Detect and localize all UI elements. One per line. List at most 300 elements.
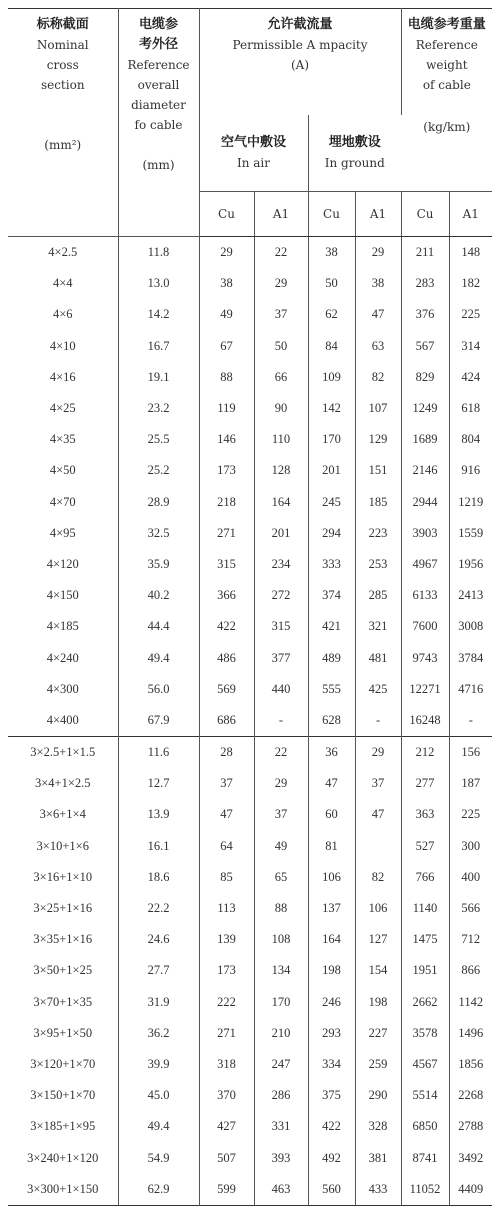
cell-diameter: 39.9 [118, 1049, 199, 1080]
cell-ground-al: 154 [355, 955, 401, 986]
header-in-air-cn: 空气中敷设 [220, 135, 286, 150]
cell-section: 3×120+1×70 [8, 1049, 118, 1080]
cell-air-al: 22 [254, 737, 308, 769]
cell-diameter: 11.8 [118, 237, 199, 269]
cell-ground-al: 381 [355, 1142, 401, 1173]
cell-air-cu: 119 [199, 393, 254, 424]
cell-ground-al: 29 [355, 237, 401, 269]
cell-section: 4×4 [8, 268, 118, 299]
cell-ground-cu: 555 [308, 674, 355, 705]
cell-diameter: 25.2 [118, 455, 199, 486]
cell-weight-al: 2413 [458, 588, 484, 603]
cell-weight-al: 424 [461, 369, 481, 384]
header-ampacity-unit: (A) [291, 58, 310, 72]
cell-air-al: 29 [254, 768, 308, 799]
cell-ground-al: 37 [355, 768, 401, 799]
cell-weight-cu: 3903 [401, 518, 449, 549]
header-diameter-en-4: fo cable [134, 118, 183, 132]
cell-air-al: 315 [254, 611, 308, 642]
cell-diameter: 35.9 [118, 549, 199, 580]
cell-air-cu: 599 [199, 1174, 254, 1206]
cell-section: 3×50+1×25 [8, 955, 118, 986]
cell-ground-al: 425 [355, 674, 401, 705]
cell-weight-al: 566 [461, 901, 481, 916]
cell-ground-cu: 84 [308, 331, 355, 362]
cell-ground-al: 253 [355, 549, 401, 580]
cell-weight-al: 182 [461, 276, 481, 291]
cell-air-al: 37 [254, 799, 308, 830]
cell-section: 3×240+1×120 [8, 1142, 118, 1173]
cell-ground-cu: 374 [308, 580, 355, 611]
cell-air-cu: 569 [199, 674, 254, 705]
table-header [8, 9, 492, 237]
table-row [8, 299, 492, 330]
cell-weight-cu: 4967 [401, 549, 449, 580]
cell-air-al: 377 [254, 642, 308, 673]
cell-section: 3×16+1×10 [8, 862, 118, 893]
cell-ground-cu: 489 [308, 642, 355, 673]
cell-air-cu: 67 [199, 331, 254, 362]
cell-weight-cu: 277 [401, 768, 449, 799]
table-row [8, 1142, 492, 1173]
cell-air-cu: 173 [199, 955, 254, 986]
cell-air-al: 88 [254, 893, 308, 924]
table-row [8, 362, 492, 393]
header-weight-en-2: weight [426, 58, 468, 72]
cell-weight-cu: 2662 [401, 987, 449, 1018]
cell-weight-al: 618 [461, 401, 481, 416]
cell-air-cu: 28 [199, 737, 254, 769]
cell-weight-al: 804 [461, 432, 481, 447]
cell-diameter: 18.6 [118, 862, 199, 893]
cell-air-al: 37 [254, 299, 308, 330]
cell-weight-cu: 766 [401, 862, 449, 893]
cell-weight-al: 1496 [458, 1025, 484, 1040]
cell-air-al: 66 [254, 362, 308, 393]
cell-weight-cu: 1689 [401, 424, 449, 455]
cell-diameter: 32.5 [118, 518, 199, 549]
cell-weight-al: 148 [461, 245, 481, 260]
header-section-en-1: Nominal [36, 38, 89, 52]
cell-section: 3×25+1×16 [8, 893, 118, 924]
cell-ground-cu: 106 [308, 862, 355, 893]
cell-weight-al: 712 [461, 932, 481, 947]
cell-air-cu: 47 [199, 799, 254, 830]
header-section-en-3: section [40, 78, 85, 92]
table-row [8, 831, 492, 862]
cell-ground-al: 151 [355, 455, 401, 486]
header-diameter-en-3: diameter [131, 98, 186, 112]
cell-diameter: 62.9 [118, 1174, 199, 1206]
cell-diameter: 49.4 [118, 642, 199, 673]
header-ground-cu: Cu [308, 192, 355, 237]
cell-ground-cu: 293 [308, 1018, 355, 1049]
cell-diameter: 27.7 [118, 955, 199, 986]
cell-weight-cu: 4567 [401, 1049, 449, 1080]
cell-weight-cu: 6133 [401, 580, 449, 611]
cell-air-al: 50 [254, 331, 308, 362]
cell-ground-cu: 38 [308, 237, 355, 269]
header-weight-cn: 电缆参考重量 [407, 17, 486, 32]
cell-weight-al: 187 [461, 776, 481, 791]
cell-ground-cu: 142 [308, 393, 355, 424]
cell-air-al: 247 [254, 1049, 308, 1080]
cell-weight-cu: 212 [401, 737, 449, 769]
cell-section: 4×35 [8, 424, 118, 455]
cell-air-al: 134 [254, 955, 308, 986]
cell-diameter: 40.2 [118, 580, 199, 611]
cell-ground-al: 185 [355, 487, 401, 518]
table-row [8, 674, 492, 705]
cell-diameter: 14.2 [118, 299, 199, 330]
cell-section: 3×300+1×150 [8, 1174, 118, 1206]
table-row [8, 737, 492, 769]
cell-ground-cu: 36 [308, 737, 355, 769]
cell-ground-al: 63 [355, 331, 401, 362]
cell-air-cu: 318 [199, 1049, 254, 1080]
cell-section: 4×300 [8, 674, 118, 705]
cell-air-cu: 427 [199, 1111, 254, 1142]
cell-ground-cu: 421 [308, 611, 355, 642]
cell-air-cu: 64 [199, 831, 254, 862]
cell-ground-cu: 245 [308, 487, 355, 518]
table-row [8, 487, 492, 518]
header-in-ground [308, 115, 401, 192]
cell-section: 3×10+1×6 [8, 831, 118, 862]
cell-air-al: 49 [254, 831, 308, 862]
cell-air-cu: 29 [199, 237, 254, 269]
cell-ground-cu: 294 [308, 518, 355, 549]
cell-diameter: 67.9 [118, 705, 199, 737]
cell-diameter: 11.6 [118, 737, 199, 769]
cell-air-cu: 49 [199, 299, 254, 330]
cell-section: 4×2.5 [8, 237, 118, 269]
cell-weight-al: 4716 [458, 681, 484, 696]
table-body-four-core [8, 237, 492, 737]
header-ground-al: A1 [355, 192, 401, 237]
cell-weight-cu: 1140 [401, 893, 449, 924]
cell-ground-cu: 62 [308, 299, 355, 330]
cell-diameter: 22.2 [118, 893, 199, 924]
cell-section: 3×95+1×50 [8, 1018, 118, 1049]
cell-air-al: 22 [254, 237, 308, 269]
cell-air-al: 210 [254, 1018, 308, 1049]
cell-air-cu: 222 [199, 987, 254, 1018]
cell-ground-al: 285 [355, 580, 401, 611]
cell-diameter: 16.1 [118, 831, 199, 862]
cell-weight-al: 300 [461, 838, 481, 853]
cell-air-al: 272 [254, 580, 308, 611]
cell-weight-cu: 527 [401, 831, 449, 862]
cell-ground-al: 129 [355, 424, 401, 455]
cable-spec-table-container [8, 8, 492, 1206]
table-row [8, 799, 492, 830]
cell-section: 4×150 [8, 580, 118, 611]
cable-spec-table [8, 8, 492, 1206]
cell-weight-cu: 2146 [401, 455, 449, 486]
cell-ground-cu: 375 [308, 1080, 355, 1111]
cell-ground-cu: 137 [308, 893, 355, 924]
cell-air-al: 286 [254, 1080, 308, 1111]
table-row [8, 1111, 492, 1142]
header-ampacity-cn: 允许截流量 [267, 17, 333, 32]
cell-section: 4×400 [8, 705, 118, 737]
cell-air-al: 440 [254, 674, 308, 705]
cell-ground-cu: 560 [308, 1174, 355, 1206]
cell-section: 4×6 [8, 299, 118, 330]
cell-diameter: 12.7 [118, 768, 199, 799]
cell-weight-al: 1956 [458, 556, 484, 571]
cell-weight-cu: 9743 [401, 642, 449, 673]
cell-diameter: 19.1 [118, 362, 199, 393]
cell-section: 4×10 [8, 331, 118, 362]
cell-air-cu: 507 [199, 1142, 254, 1173]
cell-section: 3×70+1×35 [8, 987, 118, 1018]
cell-ground-cu: 164 [308, 924, 355, 955]
cell-air-cu: 173 [199, 455, 254, 486]
header-in-air [199, 115, 308, 192]
table-row [8, 611, 492, 642]
cell-section: 4×185 [8, 611, 118, 642]
cell-air-al: 331 [254, 1111, 308, 1142]
cell-weight-al: 3008 [458, 619, 484, 634]
cell-weight-al: 314 [461, 338, 481, 353]
cell-air-cu: 486 [199, 642, 254, 673]
cell-ground-al: 321 [355, 611, 401, 642]
cell-diameter: 23.2 [118, 393, 199, 424]
cell-air-cu: 218 [199, 487, 254, 518]
cell-air-cu: 37 [199, 768, 254, 799]
cell-diameter: 36.2 [118, 1018, 199, 1049]
cell-ground-al [355, 831, 401, 862]
table-row [8, 518, 492, 549]
cell-diameter: 25.5 [118, 424, 199, 455]
cell-air-al: 90 [254, 393, 308, 424]
cell-ground-al: 433 [355, 1174, 401, 1206]
cell-weight-cu: 567 [401, 331, 449, 362]
cell-section: 3×35+1×16 [8, 924, 118, 955]
cell-air-cu: 88 [199, 362, 254, 393]
header-diameter-en-1: Reference [127, 58, 190, 72]
cell-air-al: 201 [254, 518, 308, 549]
cell-air-al: 164 [254, 487, 308, 518]
cell-ground-al: 259 [355, 1049, 401, 1080]
cell-weight-al: 2788 [458, 1119, 484, 1134]
cell-diameter: 54.9 [118, 1142, 199, 1173]
cell-weight-cu: 1475 [401, 924, 449, 955]
cell-diameter: 13.0 [118, 268, 199, 299]
cell-weight-cu: 211 [401, 237, 449, 269]
cell-air-al: 108 [254, 924, 308, 955]
cell-weight-cu: 6850 [401, 1111, 449, 1142]
header-weight-en-1: Reference [415, 38, 478, 52]
cell-ground-al: 198 [355, 987, 401, 1018]
cell-weight-cu: 1951 [401, 955, 449, 986]
cell-ground-cu: 492 [308, 1142, 355, 1173]
cell-section: 3×6+1×4 [8, 799, 118, 830]
cell-ground-cu: 109 [308, 362, 355, 393]
table-row [8, 768, 492, 799]
cell-ground-al: 328 [355, 1111, 401, 1142]
cell-weight-cu: 829 [401, 362, 449, 393]
cell-diameter: 16.7 [118, 331, 199, 362]
table-row [8, 393, 492, 424]
header-in-ground-en: In ground [324, 156, 385, 170]
cell-weight-al: 156 [449, 737, 492, 769]
cell-weight-cu: 1249 [401, 393, 449, 424]
cell-ground-cu: 246 [308, 987, 355, 1018]
cell-diameter: 56.0 [118, 674, 199, 705]
cell-diameter: 13.9 [118, 799, 199, 830]
cell-weight-cu: 12271 [401, 674, 449, 705]
cell-ground-al: 47 [355, 299, 401, 330]
table-row [8, 1174, 492, 1206]
table-row [8, 1080, 492, 1111]
table-row [8, 549, 492, 580]
header-diameter-unit: (mm) [142, 158, 175, 172]
header-ampacity-en: Permissible A mpacity [232, 38, 368, 52]
cell-air-cu: 366 [199, 580, 254, 611]
table-row [8, 237, 492, 269]
cell-ground-al: - [355, 705, 401, 737]
header-section-en-2: cross [46, 58, 79, 72]
cell-ground-al: 82 [355, 362, 401, 393]
header-weight-en-3: of cable [422, 78, 471, 92]
cell-air-al: 128 [254, 455, 308, 486]
cell-weight-cu: 5514 [401, 1080, 449, 1111]
cell-air-al: 463 [254, 1174, 308, 1206]
table-row [8, 424, 492, 455]
table-body-three-plus-one-core [8, 737, 492, 1206]
cell-ground-cu: 198 [308, 955, 355, 986]
cell-weight-cu: 2944 [401, 487, 449, 518]
header-diameter-cn-2: 考外径 [138, 37, 178, 52]
header-section-unit: (mm²) [44, 138, 82, 152]
cell-weight-cu: 376 [401, 299, 449, 330]
cell-air-al: - [254, 705, 308, 737]
cell-diameter: 31.9 [118, 987, 199, 1018]
cell-air-al: 110 [254, 424, 308, 455]
table-row [8, 862, 492, 893]
cell-air-al: 234 [254, 549, 308, 580]
cell-weight-al: 225 [461, 307, 481, 322]
cell-air-al: 65 [254, 862, 308, 893]
cell-ground-cu: 170 [308, 424, 355, 455]
cell-air-cu: 271 [199, 518, 254, 549]
header-weight [401, 9, 492, 192]
cell-weight-al: 866 [461, 963, 481, 978]
cell-ground-cu: 628 [308, 705, 355, 737]
cell-air-cu: 85 [199, 862, 254, 893]
cell-section: 4×50 [8, 455, 118, 486]
cell-section: 4×16 [8, 362, 118, 393]
cell-section: 4×240 [8, 642, 118, 673]
cell-ground-al: 481 [355, 642, 401, 673]
cell-section: 4×25 [8, 393, 118, 424]
table-row [8, 924, 492, 955]
cell-weight-cu: 11052 [401, 1174, 449, 1206]
cell-weight-al: 3784 [458, 650, 484, 665]
cell-ground-al: 127 [355, 924, 401, 955]
cell-weight-cu: 8741 [401, 1142, 449, 1173]
cell-weight-al: 1856 [458, 1056, 484, 1071]
table-row [8, 1018, 492, 1049]
cell-air-al: 29 [254, 268, 308, 299]
cell-air-cu: 686 [199, 705, 254, 737]
cell-ground-al: 82 [355, 862, 401, 893]
cell-weight-al: 225 [461, 807, 481, 822]
cell-diameter: 44.4 [118, 611, 199, 642]
cell-weight-al: 916 [461, 463, 481, 478]
table-row [8, 1049, 492, 1080]
header-air-al: A1 [254, 192, 308, 237]
cell-air-cu: 271 [199, 1018, 254, 1049]
table-row [8, 893, 492, 924]
cell-section: 4×95 [8, 518, 118, 549]
cell-weight-cu: 283 [401, 268, 449, 299]
header-diameter-en-2: overall [137, 78, 180, 92]
header-section-cn: 标称截面 [36, 17, 89, 32]
cell-weight-cu: 7600 [401, 611, 449, 642]
cell-weight-al: 4409 [458, 1181, 484, 1196]
cell-air-cu: 315 [199, 549, 254, 580]
header-air-cu: Cu [199, 192, 254, 237]
cell-air-al: 170 [254, 987, 308, 1018]
cell-ground-al: 38 [355, 268, 401, 299]
cell-ground-al: 106 [355, 893, 401, 924]
cell-ground-cu: 50 [308, 268, 355, 299]
cell-air-cu: 422 [199, 611, 254, 642]
cell-air-cu: 370 [199, 1080, 254, 1111]
cell-section: 3×185+1×95 [8, 1111, 118, 1142]
cell-ground-al: 290 [355, 1080, 401, 1111]
header-section [8, 9, 118, 237]
cell-section: 3×2.5+1×1.5 [8, 737, 118, 769]
table-row [8, 705, 492, 737]
table-row [8, 331, 492, 362]
cell-weight-al: 3492 [458, 1150, 484, 1165]
cell-section: 3×150+1×70 [8, 1080, 118, 1111]
header-weight-cu: Cu [401, 192, 449, 237]
cell-weight-al: 1142 [458, 994, 484, 1009]
header-weight-unit: (kg/km) [423, 120, 471, 134]
cell-diameter: 49.4 [118, 1111, 199, 1142]
cell-weight-cu: 16248 [401, 705, 449, 737]
cell-ground-al: 47 [355, 799, 401, 830]
cell-weight-al: 1559 [458, 525, 484, 540]
cell-ground-cu: 201 [308, 455, 355, 486]
cell-ground-al: 29 [355, 737, 401, 769]
header-diameter [118, 9, 199, 237]
table-row [8, 987, 492, 1018]
table-row [8, 455, 492, 486]
header-ampacity [199, 9, 401, 116]
cell-air-cu: 38 [199, 268, 254, 299]
cell-ground-al: 227 [355, 1018, 401, 1049]
cell-section: 4×120 [8, 549, 118, 580]
cell-diameter: 45.0 [118, 1080, 199, 1111]
cell-air-cu: 146 [199, 424, 254, 455]
cell-weight-cu: 3578 [401, 1018, 449, 1049]
cell-section: 4×70 [8, 487, 118, 518]
cell-ground-cu: 60 [308, 799, 355, 830]
cell-ground-cu: 334 [308, 1049, 355, 1080]
cell-air-al: 393 [254, 1142, 308, 1173]
header-in-air-en: In air [236, 156, 270, 170]
cell-weight-al: 400 [461, 869, 481, 884]
cell-weight-cu: 363 [401, 799, 449, 830]
cell-ground-cu: 81 [308, 831, 355, 862]
